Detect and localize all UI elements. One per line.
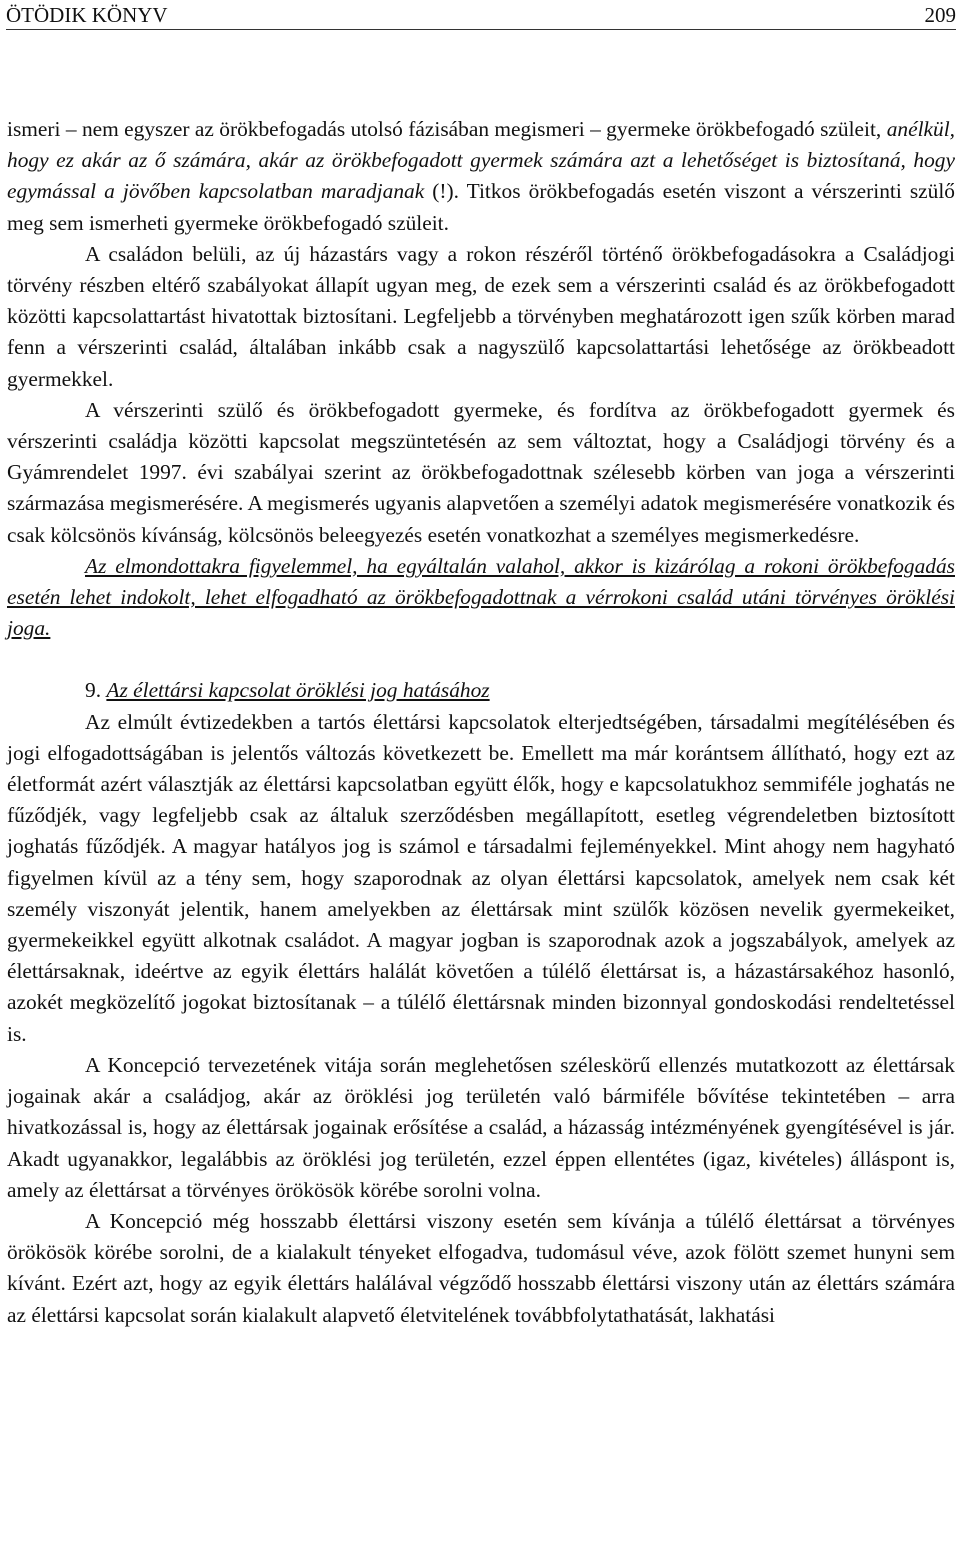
section-number: 9. <box>85 678 107 703</box>
paragraph-5: Az elmúlt évtizedekben a tartós élettársi kapcsolatok elterjedtségében, társadalmi megítélésében és jogi elfogadottságában is jelentős változás következett be. Emellett ma már korántsem állítható, hogy ezt az életformát azért választják az élettársi kapcsolatban együtt élők, hogy e kapcsolatukhoz semmiféle joghatás ne fűződjék, vagy legfeljebb csak az általuk szerződésben megállapított, esetleg végrendeletben biztosított joghatás fűződjék. A magyar hatályos jog is számol e társadalmi fejleményekkel. Mint ahogy nem hagyható figyelmen kívül az a tény sem, hogy szaporodnak az olyan élettársi kapcsolatok, amelyek nem csak két személy viszonyát jelentik, hanem amelyekben az élettársak mint szülők közösen nevelik gyermekeiket, gyermekeikkel együtt alkotnak családot. A magyar jogban is szaporodnak azok a jogszabályok, amelyek az élettársaknak, ideértve az egyik élettárs halálát követően a túlélő élettársat is, a házastársakéhoz hasonló, azokét megközelítő jogokat biztosítanak – a túlélő élettársnak minden bizonnyal gondoskodási rendeltetéssel is. <box>7 709 955 1046</box>
header-title: ÖTÖDIK KÖNYV <box>6 3 168 27</box>
paragraph-1-text-a: ismeri – nem egyszer az örökbefogadás utolsó fázisában megismeri – gyermeke örökbefogadó szüleit, <box>7 117 887 141</box>
paragraph-1 <box>7 114 955 239</box>
paragraph-2: A családon belüli, az új házastárs vagy a rokon részéről történő örökbefogadásokra a Családjogi törvény részben eltérő szabályokat állapít ugyan meg, de ezek sem a vérszerinti család és az örökbefogadott közötti kapcsolattartást hivatottak biztosítani. Legfeljebb a törvényben meghatározott igen szűk körben marad fenn a vérszerinti család, általában inkább csak a nagyszülő kapcsolattartási lehetősége az örökbeadott gyermekkel. <box>7 241 955 391</box>
paragraph-3: A vérszerinti szülő és örökbefogadott gyermeke, és fordítva az örökbefogadott gyermek és vérszerinti családja közötti kapcsolat megszüntetésén az sem változtat, hogy a Családjogi törvény és a Gyámrendelet 1997. évi szabályai szerint az örökbefogadottnak szélesebb körben van joga a vérszerinti származása megismerésére. A megismerés ugyanis alapvetően a személyi adatok megismerésére vonatkozik és csak kölcsönös kívánság, kölcsönös beleegyezés esetén vonatkozhat a személyes megismerkedésre. <box>7 397 955 547</box>
body-text <box>7 114 955 1331</box>
paragraph-6: A Koncepció tervezetének vitája során meglehetősen széleskörű ellenzés mutatkozott az élettársak jogainak akár a családjog, akár az öröklési jog területén való bármiféle bővítése tekintetében – arra hivatkozással is, hogy az élettársak jogainak erősítése a család, a házasság intézményének gyengítésével is jár. Akadt ugyanakkor, legalábbis az öröklési jog területén, ezzel éppen ellentétes (igaz, kivételes) álláspont is, amely az élettársat a törvényes örökösök körébe sorolni volna. <box>7 1052 955 1202</box>
paragraph-1-text-b: (!). Titkos örökbefogadás esetén viszont a vérszerinti szülő meg sem ismerheti gyermeke örökbefogadó szüleit. <box>7 179 955 235</box>
page-number: 209 <box>924 3 956 27</box>
running-header <box>6 3 956 30</box>
section-title: Az élettársi kapcsolat öröklési jog hatásához <box>106 678 490 703</box>
section-heading <box>7 675 955 706</box>
paragraph-4-emphasis: Az elmondottakra figyelemmel, ha egyáltalán valahol, akkor is kizárólag a rokoni örökbefogadás esetén lehet indokolt, lehet elfogadható az örökbefogadottnak a vérrokoni család utáni törvényes öröklési joga. <box>7 553 955 641</box>
paragraph-1-italic: anélkül, hogy ez akár az ő számára, akár az örökbefogadott gyermek számára azt a lehetőséget is biztosítaná, hogy egymással a jövőben kapcsolatban maradjanak <box>7 117 955 204</box>
paragraph-7: A Koncepció még hosszabb élettársi viszony esetén sem kívánja a túlélő élettársat a törvényes örökösök körébe sorolni, de a kialakult tényeket elfogadva, tudomásul véve, azok fölött szemet hunyni sem kívánt. Ezért azt, hogy az egyik élettárs halálával végződő hosszabb élettársi viszony után az élettárs számára az élettársi kapcsolat során kialakult alapvető életvitelének továbbfolytathatását, lakhatási <box>7 1208 955 1327</box>
